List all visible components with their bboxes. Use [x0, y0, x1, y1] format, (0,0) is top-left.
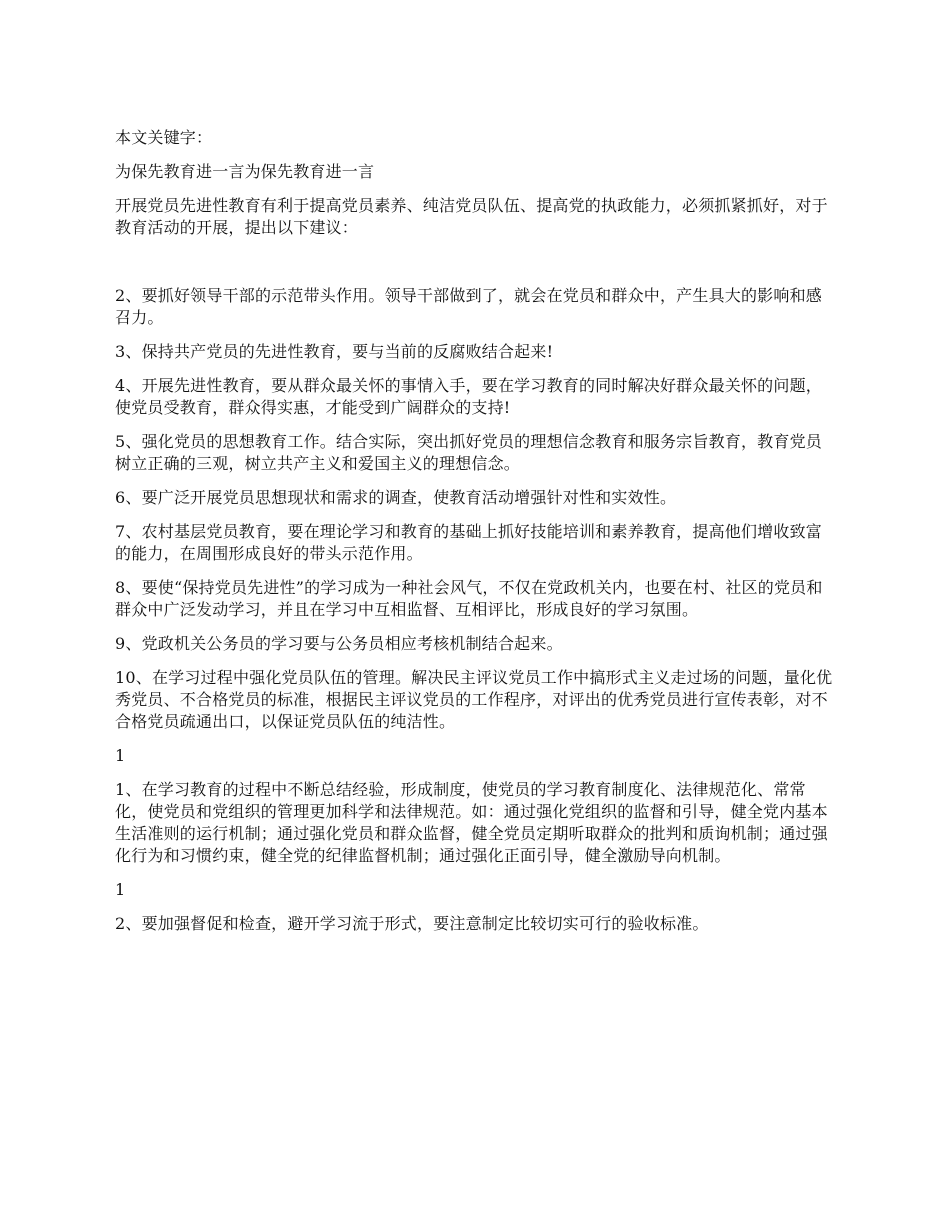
paragraph-item-8: 8、要使“保持党员先进性”的学习成为一种社会风气，不仅在党政机关内，也要在村、社区的党员和群众中广泛发动学习，并且在学习中互相监督、互相评比，形成良好的学习氛围。 — [115, 578, 823, 619]
page-number-marker: 1 — [115, 880, 126, 899]
document-body — [115, 127, 835, 947]
paragraph-item-7: 7、农村基层党员教育，要在理论学习和教育的基础上抓好技能培训和素养教育，提高他们增收致富的能力，在周围形成良好的带头示范作用。 — [115, 522, 822, 563]
document-title: 为保先教育进一言为保先教育进一言 — [115, 162, 375, 181]
paragraph-item-5: 5、强化党员的思想教育工作。结合实际，突出抓好党员的理想信念教育和服务宗旨教育，教育党员树立正确的三观，树立共产主义和爱国主义的理想信念。 — [115, 432, 822, 473]
paragraph-item-2-final: 2、要加强督促和检查，避开学习流于形式，要注意制定比较切实可行的验收标准。 — [115, 914, 709, 933]
page-number-marker: 1 — [115, 746, 126, 765]
keywords-label: 本文关键字： — [115, 128, 213, 147]
paragraph-item-9: 9、党政机关公务员的学习要与公务员相应考核机制结合起来。 — [115, 634, 563, 653]
paragraph-item-3: 3、保持共产党员的先进性教育，要与当前的反腐败结合起来! — [115, 342, 554, 361]
paragraph-item-6: 6、要广泛开展党员思想现状和需求的调查，使教育活动增强针对性和实效性。 — [115, 488, 677, 507]
blank-gap — [115, 251, 835, 285]
intro-paragraph: 开展党员先进性教育有利于提高党员素养、纯洁党员队伍、提高党的执政能力，必须抓紧抓好，对于教育活动的开展，提出以下建议： — [115, 196, 828, 237]
paragraph-item-2: 2、要抓好领导干部的示范带头作用。领导干部做到了，就会在党员和群众中，产生具大的影响和感召力。 — [115, 286, 822, 327]
paragraph-item-4: 4、开展先进性教育，要从群众最关怀的事情入手，要在学习教育的同时解决好群众最关怀的问题，使党员受教育，群众得实惠，才能受到广阔群众的支持! — [115, 376, 822, 417]
paragraph-item-10: 10、在学习过程中强化党员队伍的管理。解决民主评议党员工作中搞形式主义走过场的问题，量化优秀党员、不合格党员的标准，根据民主评议党员的工作程序，对评出的优秀党员进行宣传表彰，对不合格党员疏通出口，以保证党员队伍的纯洁性。 — [115, 668, 833, 731]
paragraph-item-1: 1、在学习教育的过程中不断总结经验，形成制度，使党员的学习教育制度化、法律规范化、常常化，使党员和党组织的管理更加科学和法律规范。如：通过强化党组织的监督和引导，健全党内基本生活准则的运行机制；通过强化党员和群众监督，健全党员定期听取群众的批判和质询机制；通过强化行为和习惯约束，健全党的纪律监督机制；通过强化正面引导，健全激励导向机制。 — [115, 780, 828, 865]
